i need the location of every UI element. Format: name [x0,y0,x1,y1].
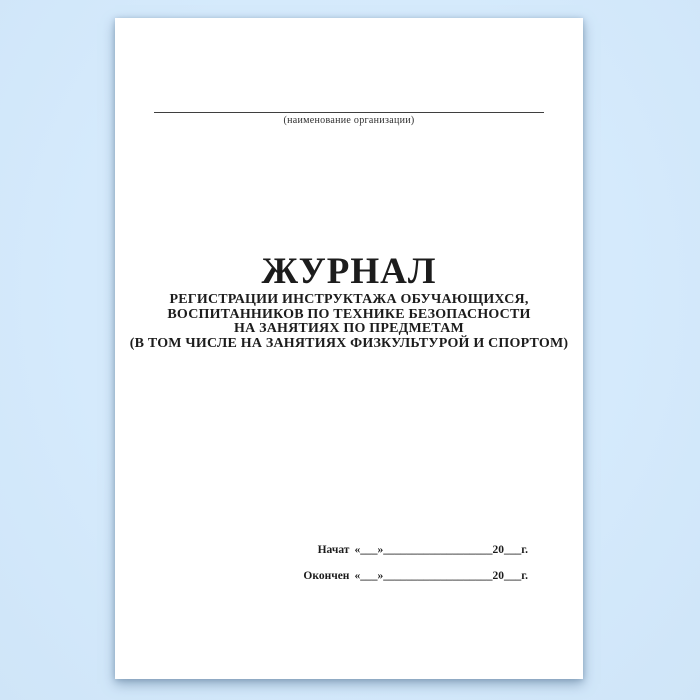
dates-block [303,543,528,584]
date-finished-label: Окончен [303,570,350,582]
subtitle-line-2: ВОСПИТАННИКОВ ПО ТЕХНИКЕ БЕЗОПАСНОСТИ [167,306,531,322]
subtitle-line-4: (В ТОМ ЧИСЛЕ НА ЗАНЯТИЯХ ФИЗКУЛЬТУРОЙ И СПОРТОМ) [129,335,569,351]
organization-name-block [154,112,544,127]
journal-title: ЖУРНАЛ [261,251,437,292]
journal-cover-page [115,18,583,679]
date-started-blank-value: «___»___________________20___г. [354,544,528,556]
date-started-label: Начат [317,544,350,556]
subtitle-line-1: РЕГИСТРАЦИИ ИНСТРУКТАЖА ОБУЧАЮЩИХСЯ, [169,292,529,307]
subtitle-line-3: НА ЗАНЯТИЯХ ПО ПРЕДМЕТАМ [234,321,464,336]
date-started-row [303,543,528,558]
journal-subtitle [115,293,583,351]
organization-name-caption: (наименование организации) [283,115,415,126]
date-finished-blank-value: «___»___________________20___г. [354,570,528,582]
organization-name-blank-line [154,112,544,113]
date-finished-row [303,569,528,584]
title-block [115,251,583,351]
